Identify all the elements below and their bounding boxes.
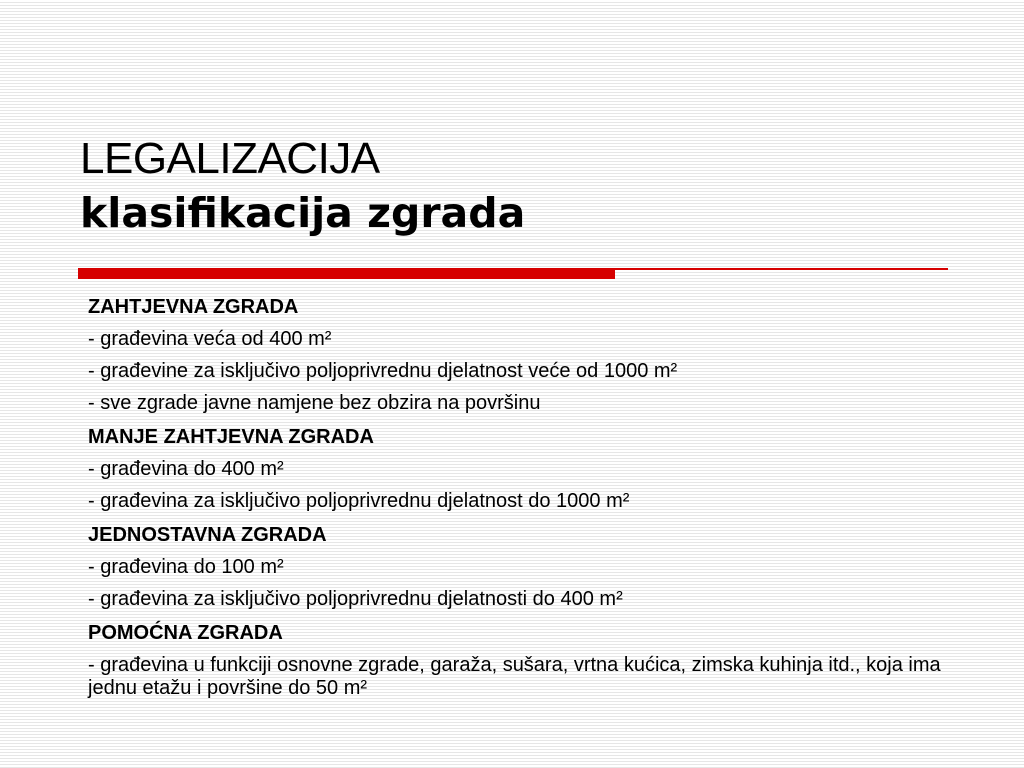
section-jednostavna-zgrada xyxy=(88,524,948,611)
list-item: - građevina do 100 m² xyxy=(88,556,284,578)
slide-body xyxy=(88,296,948,711)
section-heading: POMOĆNA ZGRADA xyxy=(88,622,283,644)
slide-title xyxy=(80,132,960,240)
section-manje-zahtjevna-zgrada xyxy=(88,426,948,513)
section-heading: MANJE ZAHTJEVNA ZGRADA xyxy=(88,426,374,448)
list-item: - sve zgrade javne namjene bez obzira na površinu xyxy=(88,392,541,414)
list-item: - građevina do 400 m² xyxy=(88,458,284,480)
list-item: - građevina veća od 400 m² xyxy=(88,328,332,350)
slide-title-main: LEGALIZACIJA xyxy=(80,134,380,183)
list-item: - građevina u funkciji osnovne zgrade, garaža, sušara, vrtna kućica, zimska kuhinja itd., koja ima jednu etažu i površine do 50 m² xyxy=(88,654,941,699)
section-heading: JEDNOSTAVNA ZGRADA xyxy=(88,524,327,546)
slide-subtitle: klasifikacija zgrada xyxy=(80,189,526,237)
title-underline-thin xyxy=(615,268,948,270)
section-pomocna-zgrada xyxy=(88,622,948,700)
section-zahtjevna-zgrada xyxy=(88,296,948,415)
list-item: - građevina za isključivo poljoprivrednu djelatnost do 1000 m² xyxy=(88,490,630,512)
section-heading: ZAHTJEVNA ZGRADA xyxy=(88,296,299,318)
title-underline-thick xyxy=(78,268,615,279)
list-item: - građevine za isključivo poljoprivrednu djelatnost veće od 1000 m² xyxy=(88,360,678,382)
list-item: - građevina za isključivo poljoprivrednu djelatnosti do 400 m² xyxy=(88,588,623,610)
